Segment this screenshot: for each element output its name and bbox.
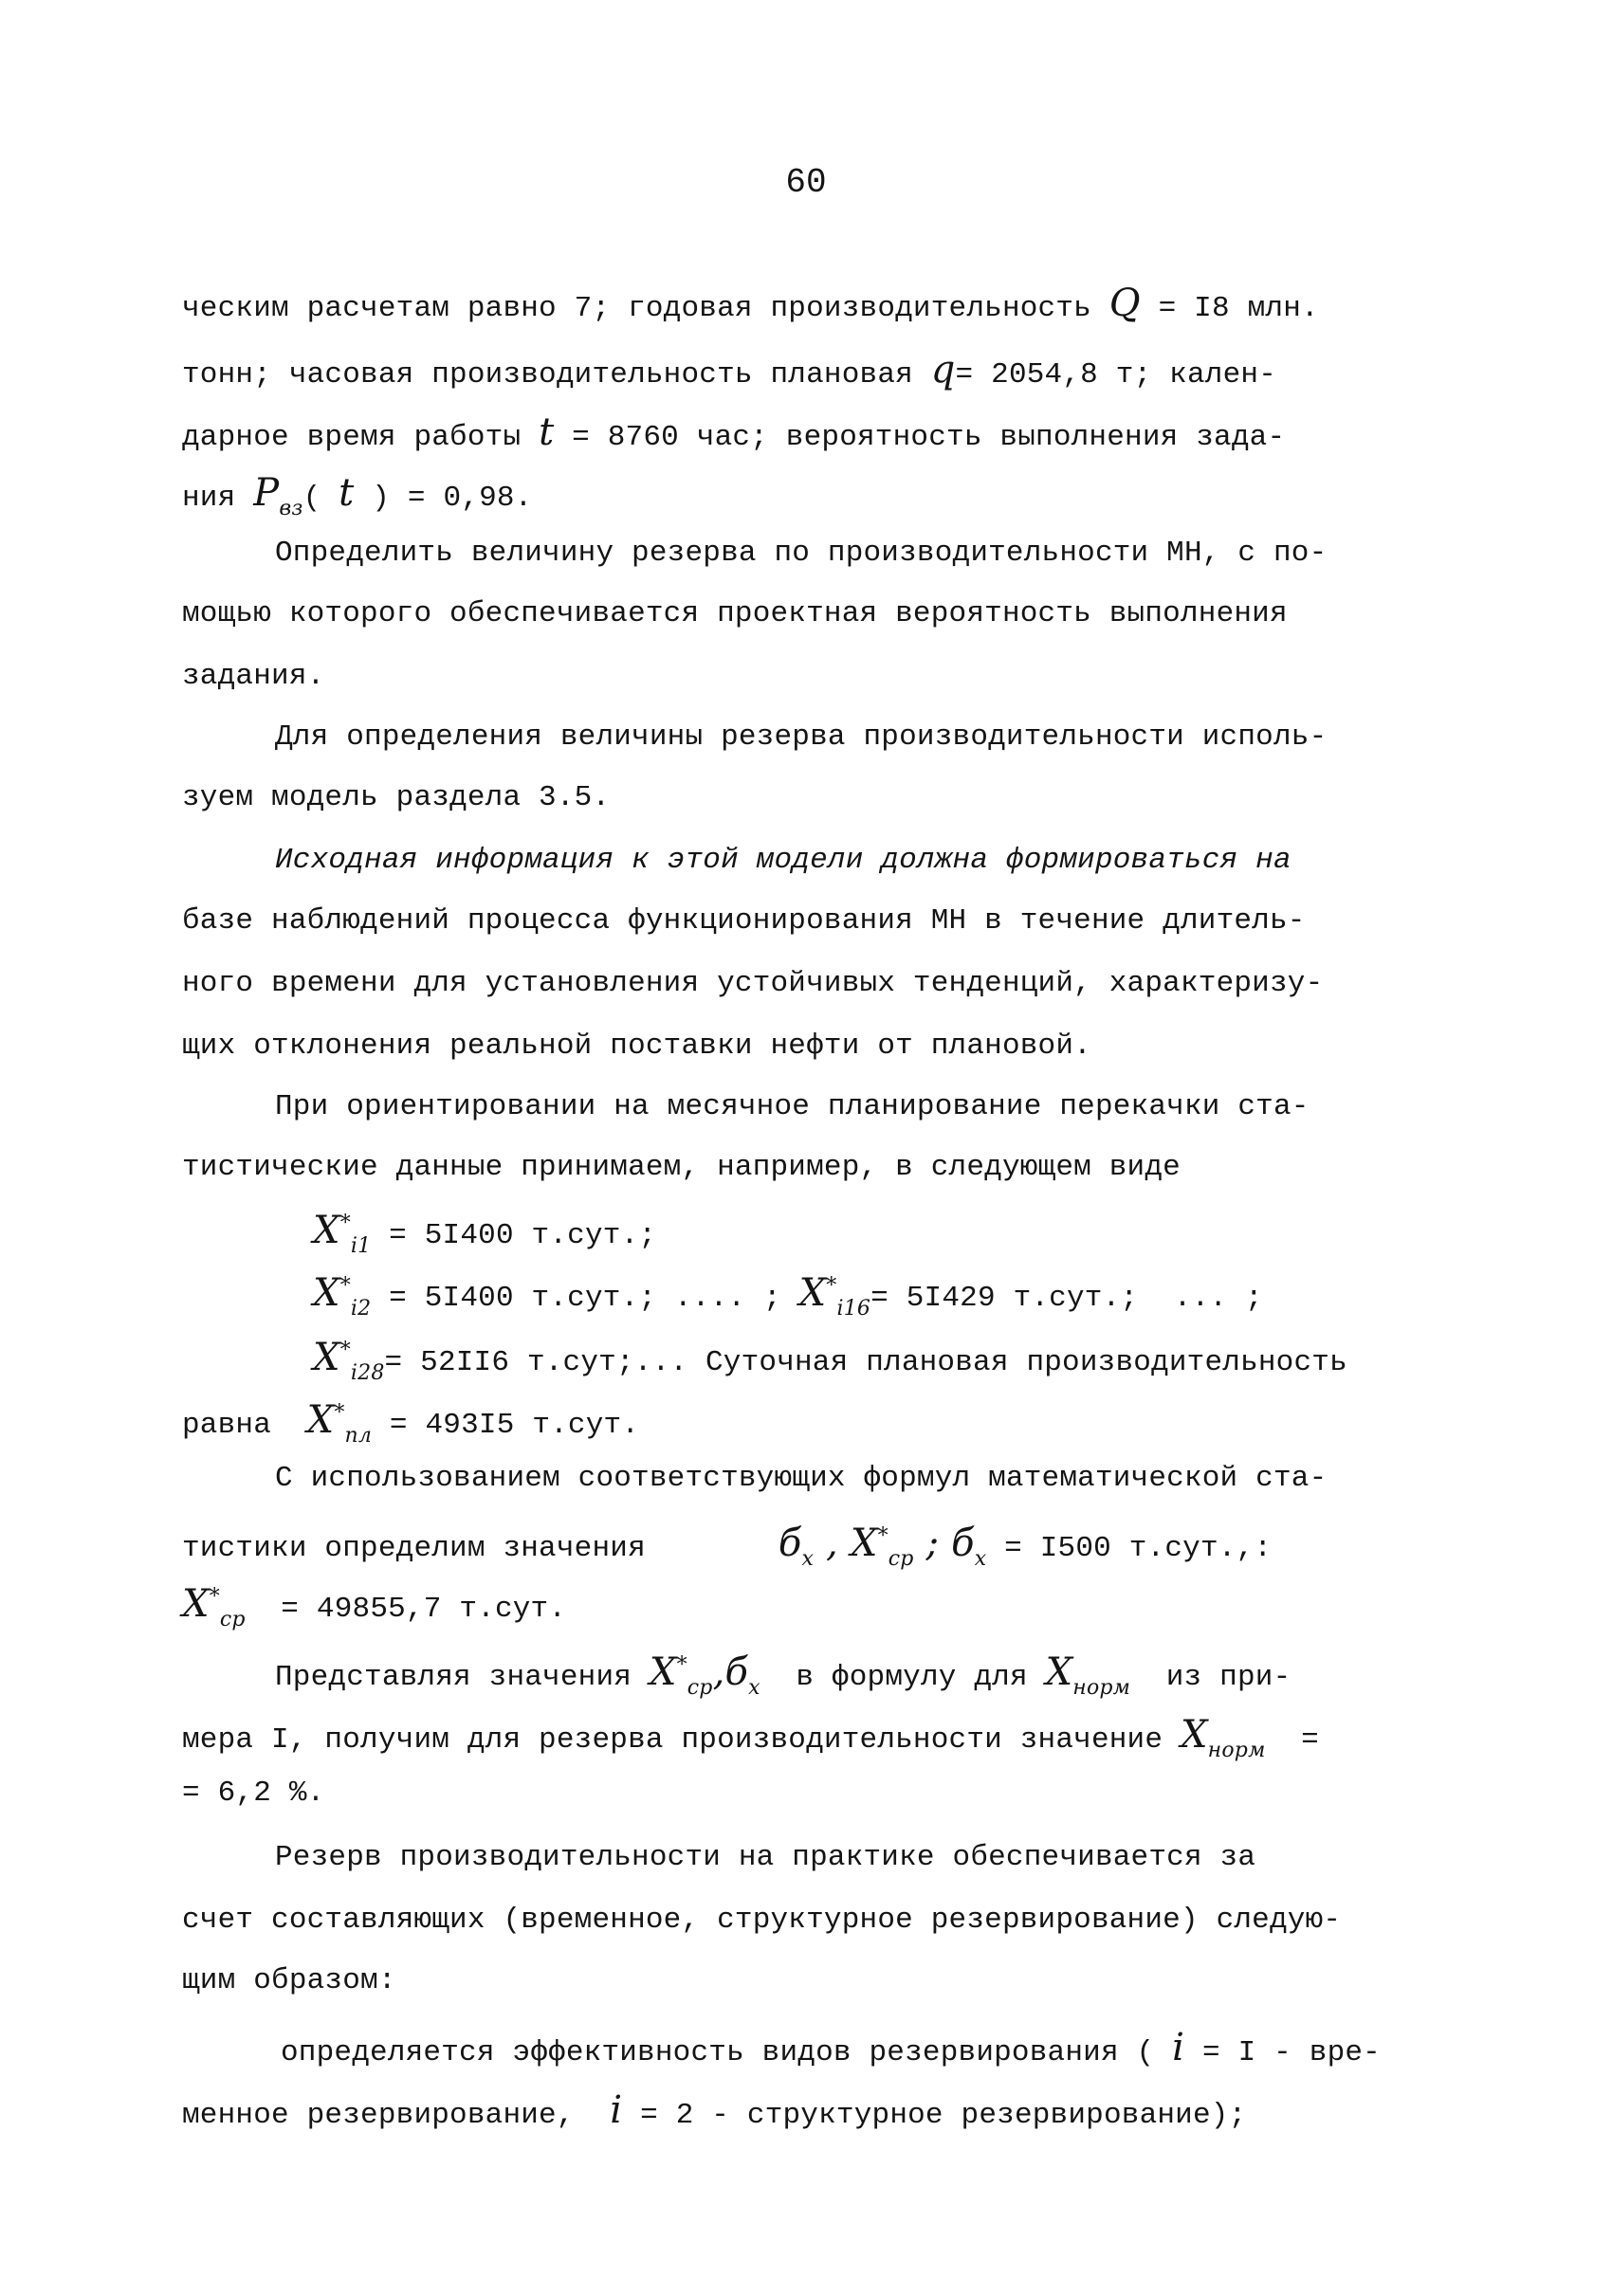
text-line-21 [275,1650,1291,1700]
text: тонн; часовая производительность плановая [182,358,931,392]
text: = 2 - структурное резервирование); [622,2099,1247,2132]
symbol-x-pl: $X^*_{пл}$ [306,1398,373,1448]
data-line-x1 [313,1209,657,1258]
text: = I - вре- [1184,2036,1381,2069]
text: равна [182,1409,307,1442]
text-line-14: При ориентировании на месячное планирование перекачки ста- [275,1090,1310,1123]
text: = I8 млн. [1140,292,1319,325]
symbol-t: t [339,471,355,515]
text-line-18: С использованием соответствующих формул математической ста- [275,1462,1328,1495]
symbol-x-norm: $X_{норм}$ [1180,1713,1266,1762]
text-line-27 [281,2026,1381,2069]
text: ) = 0,98. [354,482,533,515]
text-line-15: тистические данные принимаем, например, в следующем виде [182,1151,1181,1184]
text-line-26: щим образом: [182,1964,396,1997]
text-line-8: Для определения величины резерва производительности исполь- [275,720,1328,754]
text: в формулу для [760,1661,1046,1694]
data-line-x28 [313,1336,1347,1385]
text-line-13: щих отклонения реальной поставки нефти от плановой. [182,1030,1091,1063]
text: = 493I5 т.сут. [372,1409,640,1442]
symbol-x-i2: $X^*_{i2}$ [313,1271,372,1321]
symbol-x-sr: $X^*_{ср}$ [649,1650,713,1700]
symbol-q-annual: Q [1108,282,1141,325]
symbol-x-i1: $X^*_{i1}$ [313,1209,372,1258]
text: = [1265,1723,1319,1757]
text: , [814,1522,851,1565]
page-number: 60 [785,163,827,202]
text-line-28 [182,2088,1247,2132]
symbol-x-norm: $X_{норм}$ [1045,1650,1131,1700]
text: ( [302,482,339,515]
text-line-11: базе наблюдений процесса функционирования МН в течение длитель- [182,904,1306,938]
symbol-sigma-x: $б_x$ [951,1522,987,1571]
text-line-6: мощью которого обеспечивается проектная вероятность выполнения [182,597,1288,630]
text: из при- [1130,1661,1291,1694]
symbol-i: i [610,2088,623,2132]
text-line-25: счет составляющих (временное, структурное резервирование) следую- [182,1904,1342,1937]
symbol-x-i16: $X^*_{i16}$ [798,1271,871,1321]
text: Представляя значения [275,1661,650,1694]
text: мера I, получим для резерва производительности значение [182,1723,1181,1757]
symbol-sigma-x: $б_x$ [778,1522,815,1571]
text-line-19 [182,1524,1272,1570]
text-line-24: Резерв производительности на практике обеспечивается за [275,1841,1256,1874]
text-line-17 [182,1398,640,1448]
value: = 52II6 т.сут;... Суточная плановая производительность [384,1346,1347,1379]
text-line-2 [182,348,1277,392]
symbol-x-i28: $X^*_{i28}$ [313,1336,385,1385]
text-line-4 [182,471,533,520]
text-line-12: ного времени для установления устойчивых тенденций, характеризу- [182,967,1324,1000]
text: тистики определим значения [182,1532,646,1565]
text: = 49855,7 т.сут. [245,1593,567,1626]
value: = 5I400 т.сут.; [371,1219,657,1252]
value: = 5I400 т.сут.; .... ; [371,1282,799,1315]
text: определяется эффективность видов резервирования ( [281,2036,1173,2069]
text-line-22 [182,1713,1319,1762]
text-line-10: Исходная информация к этой модели должна формироваться на [275,844,1291,877]
symbol-p: $P_{вз}$ [253,471,303,520]
symbol-x-sr: $X^*_{ср}$ [850,1522,914,1571]
text-line-3 [182,410,1286,454]
symbol-q-hourly: q [930,348,956,392]
text: = 8760 час; вероятность выполнения зада- [554,421,1286,454]
text: = I500 т.сут.,: [986,1532,1273,1565]
data-line-x2 [313,1271,1263,1321]
text-line-23: = 6,2 %. [182,1777,325,1810]
text: ческим расчетам равно 7; годовая производительность [182,292,1109,325]
symbol-i: i [1172,2026,1185,2069]
text-line-9: зуем модель раздела 3.5. [182,781,611,814]
symbol-sigma-x: $,б_x$ [712,1650,760,1700]
text: = 2054,8 т; кален- [955,358,1277,392]
text: дарное время работы [182,421,540,454]
symbol-x-sr: $X^*_{ср}$ [182,1582,246,1631]
text-line-1 [182,284,1319,323]
text: менное резервирование, [182,2099,611,2132]
text: ; [913,1522,952,1565]
symbol-t: t [539,410,555,454]
value: = 5I429 т.сут.; ... ; [870,1282,1263,1315]
text-line-7: задания. [182,660,325,693]
text-line-20 [182,1582,567,1631]
text-line-5: Определить величину резерва по производительности МН, с по- [275,537,1328,570]
text: ния [182,482,254,515]
